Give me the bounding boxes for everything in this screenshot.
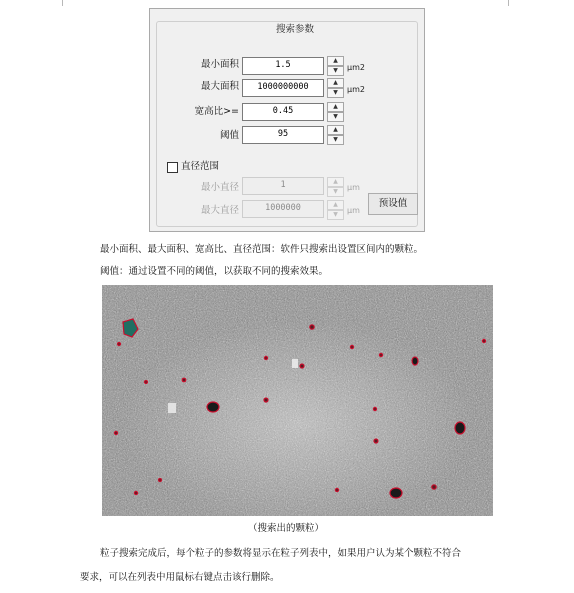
particle	[379, 353, 382, 356]
spin-down-icon[interactable]: ▼	[327, 135, 344, 145]
paragraph-particle-list-line1: 粒子搜索完成后，每个粒子的参数将显示在粒子列表中，如果用户认为某个颗粒不符合	[100, 548, 462, 559]
max-area-label: 最大面积	[200, 81, 239, 92]
spin-up-icon[interactable]: ▲	[327, 177, 344, 187]
min-area-spinner[interactable]	[327, 56, 344, 76]
min-area-unit: μm2	[347, 63, 365, 72]
particle	[482, 339, 485, 342]
spin-down-icon[interactable]: ▼	[327, 88, 344, 98]
preset-values-button[interactable]: 预设值	[368, 193, 418, 215]
particle	[310, 325, 314, 329]
aspect-ratio-label: 宽高比>=	[194, 106, 239, 117]
spin-down-icon[interactable]: ▼	[327, 210, 344, 220]
particle	[350, 345, 353, 348]
group-title: 搜索参数	[272, 23, 318, 37]
min-diameter-unit: μm	[347, 183, 360, 192]
diameter-range-label[interactable]: 直径范围	[181, 161, 220, 172]
particle	[182, 378, 186, 382]
threshold-spinner[interactable]	[327, 125, 344, 145]
min-diameter-input[interactable]: 1	[242, 177, 324, 195]
crop-mark-right	[508, 0, 509, 6]
spin-up-icon[interactable]: ▲	[327, 125, 344, 135]
max-area-spinner[interactable]	[327, 78, 344, 98]
max-diameter-unit: μm	[347, 206, 360, 215]
particle	[455, 422, 465, 434]
max-diameter-input[interactable]: 1000000	[242, 200, 324, 218]
spin-up-icon[interactable]: ▲	[327, 78, 344, 88]
max-area-input[interactable]: 1000000000	[242, 79, 324, 97]
particle	[134, 491, 137, 494]
paragraph-threshold-description: 阈值：通过设置不同的阈值，以获取不同的搜索效果。	[100, 266, 329, 277]
particle	[264, 398, 268, 402]
particle	[159, 479, 162, 482]
spin-down-icon[interactable]: ▼	[327, 66, 344, 76]
particle	[264, 356, 267, 359]
paragraph-particle-list-line2: 要求，可以在列表中用鼠标右键点击该行删除。	[80, 572, 280, 583]
particle	[335, 488, 338, 491]
min-area-input[interactable]: 1.5	[242, 57, 324, 75]
particle	[374, 439, 378, 443]
particle	[412, 357, 418, 365]
particle-bright	[168, 403, 176, 413]
min-diameter-label: 最小直径	[200, 182, 239, 193]
figure-caption: （搜索出的颗粒）	[248, 523, 325, 534]
particle	[390, 488, 402, 498]
spin-up-icon[interactable]: ▲	[327, 200, 344, 210]
threshold-label: 阈值	[219, 130, 239, 141]
max-area-unit: μm2	[347, 85, 365, 94]
particle	[373, 407, 376, 410]
search-parameters-dialog	[149, 8, 425, 232]
particle-bright	[292, 359, 298, 368]
diameter-range-checkbox[interactable]	[167, 162, 178, 173]
particle-micrograph-image	[102, 285, 493, 516]
crop-mark-left	[62, 0, 63, 6]
spin-up-icon[interactable]: ▲	[327, 56, 344, 66]
aspect-ratio-spinner[interactable]	[327, 102, 344, 122]
spin-down-icon[interactable]: ▼	[327, 187, 344, 197]
min-area-label: 最小面积	[200, 59, 239, 70]
aspect-ratio-input[interactable]: 0.45	[242, 103, 324, 121]
particle	[118, 343, 121, 346]
spin-down-icon[interactable]: ▼	[327, 112, 344, 122]
particle	[207, 402, 219, 412]
particle	[145, 381, 148, 384]
threshold-input[interactable]: 95	[242, 126, 324, 144]
spin-up-icon[interactable]: ▲	[327, 102, 344, 112]
particle	[114, 431, 117, 434]
max-diameter-label: 最大直径	[200, 205, 239, 216]
min-diameter-spinner[interactable]	[327, 177, 344, 197]
particle	[432, 485, 436, 489]
paragraph-range-description: 最小面积、最大面积、宽高比、直径范围：软件只搜索出设置区间内的颗粒。	[100, 244, 424, 255]
max-diameter-spinner[interactable]	[327, 200, 344, 220]
particle	[300, 364, 304, 368]
